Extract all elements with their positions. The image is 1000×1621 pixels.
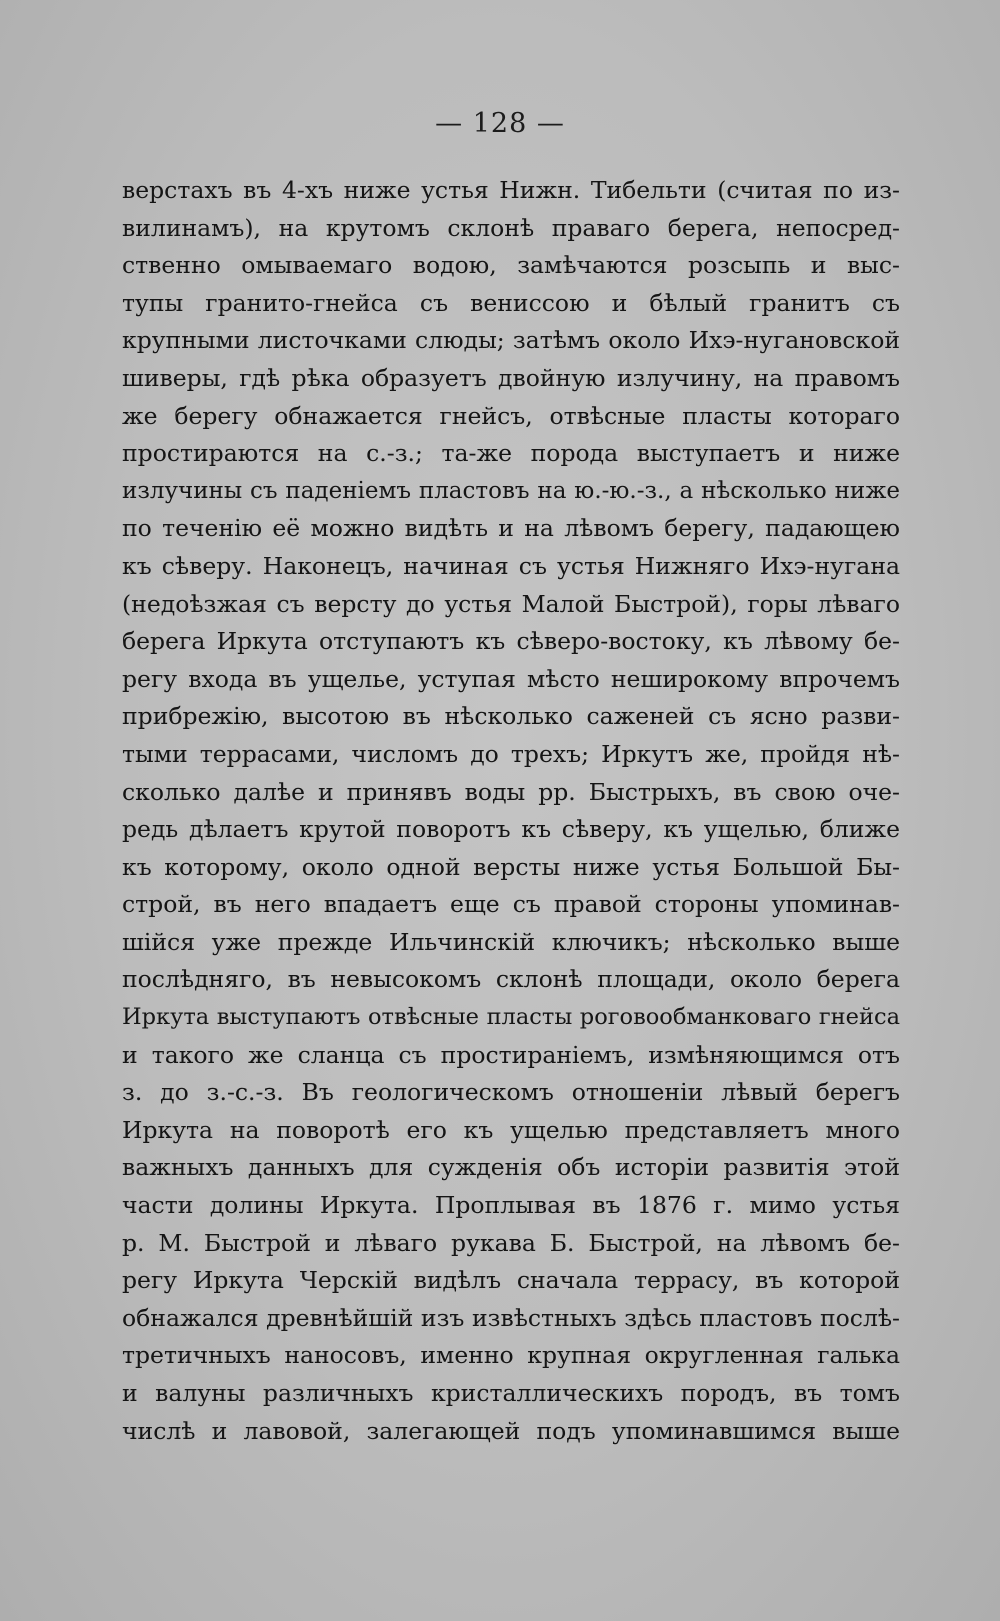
text-line: регу Иркута Черскій видѣлъ сначала террасу, въ которой bbox=[122, 1266, 900, 1295]
text-line: шиверы, гдѣ рѣка образуетъ двойную излучину, на правомъ bbox=[122, 363, 900, 392]
text-line: ственно омываемаго водою, замѣчаются розсыпь и выс- bbox=[122, 251, 900, 280]
text-line: послѣдняго, въ невысокомъ склонѣ площади, около берега bbox=[122, 965, 900, 994]
text-line: регу входа въ ущелье, уступая мѣсто неширокому впрочемъ bbox=[122, 664, 900, 693]
text-line: шійся уже прежде Ильчинскій ключикъ; нѣсколько выше bbox=[122, 927, 900, 956]
text-line: Иркута на поворотѣ его къ ущелью представляетъ много bbox=[122, 1115, 900, 1144]
text-line: простираются на с.-з.; та-же порода выступаетъ и ниже bbox=[122, 439, 900, 468]
text-line: сколько далѣе и принявъ воды рр. Быстрыхъ, въ свою оче- bbox=[122, 777, 900, 806]
text-line: верстахъ въ 4-хъ ниже устья Нижн. Тибельти (считая по из- bbox=[122, 176, 900, 204]
page-number: — 128 — bbox=[435, 108, 565, 139]
text-line: тупы гранито-гнейса съ вениссою и бѣлый гранитъ съ bbox=[122, 288, 900, 317]
text-line: и валуны различныхъ кристаллическихъ породъ, въ томъ bbox=[122, 1379, 900, 1407]
body-text bbox=[122, 172, 900, 1450]
text-line: вилинамъ), на крутомъ склонѣ праваго берега, непосред- bbox=[122, 213, 900, 242]
text-line: р. М. Быстрой и лѣваго рукава Б. Быстрой, на лѣвомъ бе- bbox=[122, 1228, 900, 1257]
text-line: же берегу обнажается гнейсъ, отвѣсные пласты котораго bbox=[122, 401, 900, 430]
text-line: и такого же сланца съ простираніемъ, измѣняющимся отъ bbox=[122, 1040, 900, 1069]
text-line: излучины съ паденіемъ пластовъ на ю.-ю.-з., а нѣсколько ниже bbox=[122, 477, 900, 504]
text-line: крупными листочками слюды; затѣмъ около Ихэ-нугановской bbox=[122, 326, 900, 355]
text-line: по теченію её можно видѣть и на лѣвомъ берегу, падающею bbox=[122, 514, 900, 543]
text-line: строй, въ него впадаетъ еще съ правой стороны упоминав- bbox=[122, 890, 900, 919]
text-line: къ которому, около одной версты ниже устья Большой Бы- bbox=[122, 852, 900, 881]
text-line: прибрежію, высотою въ нѣсколько саженей съ ясно разви- bbox=[122, 702, 900, 731]
text-line: числѣ и лавовой, залегающей подъ упоминавшимся выше bbox=[122, 1416, 900, 1445]
text-line: редь дѣлаетъ крутой поворотъ къ сѣверу, къ ущелью, ближе bbox=[122, 815, 900, 844]
text-line: з. до з.-с.-з. Въ геологическомъ отношеніи лѣвый берегъ bbox=[122, 1078, 900, 1107]
text-line: важныхъ данныхъ для сужденія объ исторіи развитія этой bbox=[122, 1153, 900, 1182]
text-line: обнажался древнѣйшій изъ извѣстныхъ здѣсь пластовъ послѣ- bbox=[122, 1303, 900, 1332]
text-line: къ сѣверу. Наконецъ, начиная съ устья Нижняго Ихэ-нугана bbox=[122, 551, 900, 580]
text-line: берега Иркута отступаютъ къ сѣверо-востоку, къ лѣвому бе- bbox=[122, 627, 900, 656]
text-line: тыми террасами, числомъ до трехъ; Иркутъ же, пройдя нѣ- bbox=[122, 739, 900, 768]
text-line: части долины Иркута. Проплывая въ 1876 г. мимо устья bbox=[122, 1191, 900, 1220]
text-line: Иркута выступаютъ отвѣсные пласты роговообманковаго гнейса bbox=[122, 1004, 900, 1031]
text-line: третичныхъ наносовъ, именно крупная округленная галька bbox=[122, 1341, 900, 1370]
text-line: (недоѣзжая съ версту до устья Малой Быстрой), горы лѣваго bbox=[122, 589, 900, 618]
